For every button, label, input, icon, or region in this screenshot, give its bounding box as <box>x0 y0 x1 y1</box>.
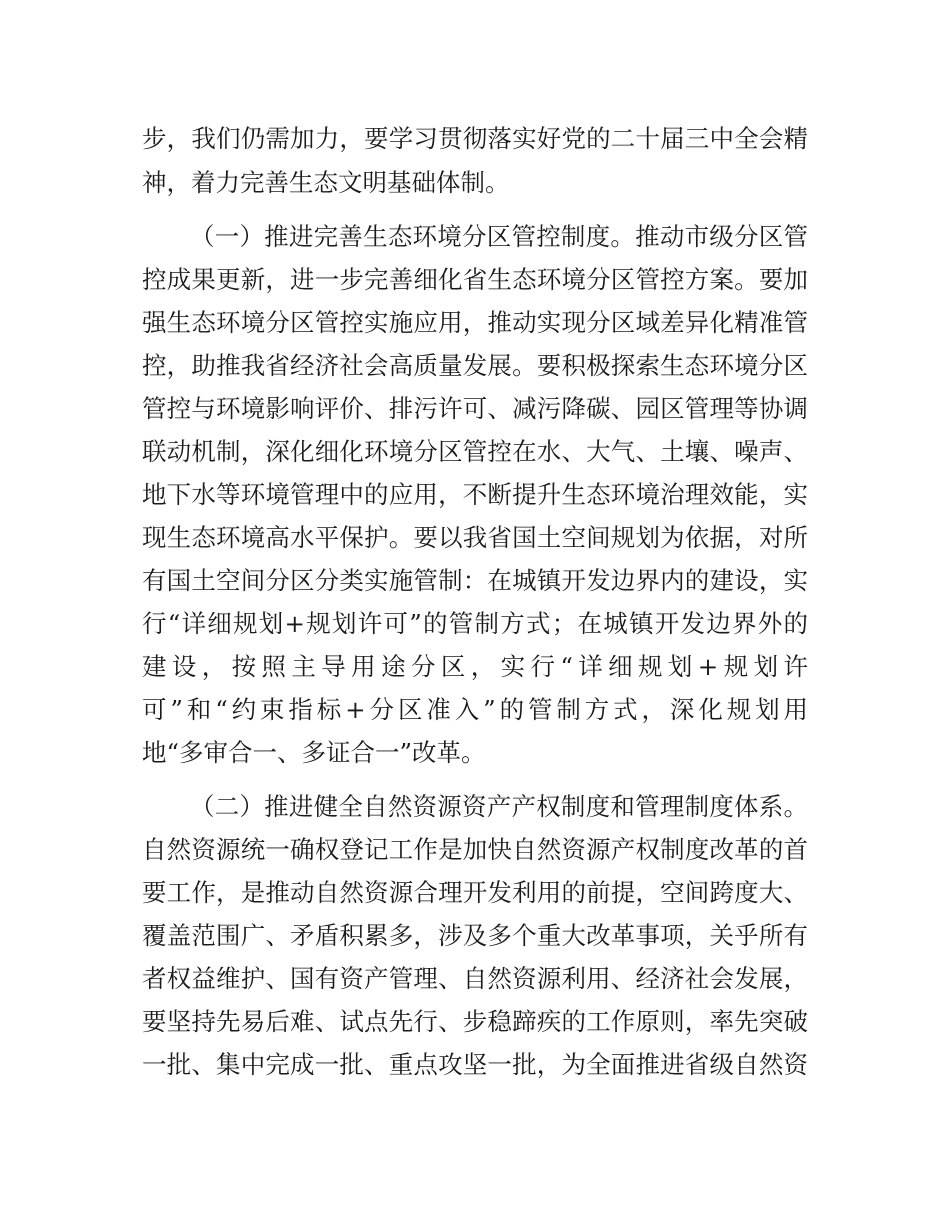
paragraph-line: 者权益维护、国有资产管理、自然资源利用、经济社会发展， <box>142 964 808 993</box>
paragraph-line: 自然资源统一确权登记工作是加快自然资源产权制度改革的首 <box>142 835 808 864</box>
paragraph-line: 建设，按照主导用途分区，实行“详细规划+规划许 <box>142 652 808 681</box>
paragraph-line: 控成果更新，进一步完善细化省生态环境分区管控方案。要加 <box>142 265 808 294</box>
paragraph-line: 地下水等环境管理中的应用，不断提升生态环境治理效能，实 <box>142 480 808 509</box>
paragraph-line: 地“多审合一、多证合一”改革。 <box>142 738 486 767</box>
paragraph-line: 一批、集中完成一批、重点攻坚一批，为全面推进省级自然资 <box>142 1050 808 1079</box>
paragraph-line: 可”和“约束指标+分区准入”的管制方式，深化规划用 <box>142 695 808 724</box>
paragraph-line: 步，我们仍需加力，要学习贯彻落实好党的二十届三中全会精 <box>142 124 808 153</box>
paragraph-line: 要工作，是推动自然资源合理开发利用的前提，空间跨度大、 <box>142 878 808 907</box>
paragraph-line: 联动机制，深化细化环境分区管控在水、大气、土壤、噪声、 <box>142 437 808 466</box>
paragraph-line: 有国土空间分区分类实施管制：在城镇开发边界内的建设，实 <box>142 566 808 595</box>
paragraph-line: 现生态环境高水平保护。要以我省国土空间规划为依据，对所 <box>142 523 808 552</box>
paragraph-line: 覆盖范围广、矛盾积累多，涉及多个重大改革事项，关乎所有 <box>142 921 808 950</box>
paragraph-line: 神，着力完善生态文明基础体制。 <box>142 168 510 197</box>
paragraph-line: 控，助推我省经济社会高质量发展。要积极探索生态环境分区 <box>142 351 808 380</box>
paragraph-line: （二）推进健全自然资源资产产权制度和管理制度体系。 <box>190 792 808 821</box>
paragraph-line: （一）推进完善生态环境分区管控制度。推动市级分区管 <box>190 222 808 251</box>
paragraph-line: 强生态环境分区管控实施应用，推动实现分区域差异化精准管 <box>142 308 808 337</box>
paragraph-line: 要坚持先易后难、试点先行、步稳蹄疾的工作原则，率先突破 <box>142 1007 808 1036</box>
paragraph-line: 行“详细规划+规划许可”的管制方式；在城镇开发边界外的 <box>142 609 808 638</box>
paragraph-line: 管控与环境影响评价、排污许可、减污降碳、园区管理等协调 <box>142 394 808 423</box>
